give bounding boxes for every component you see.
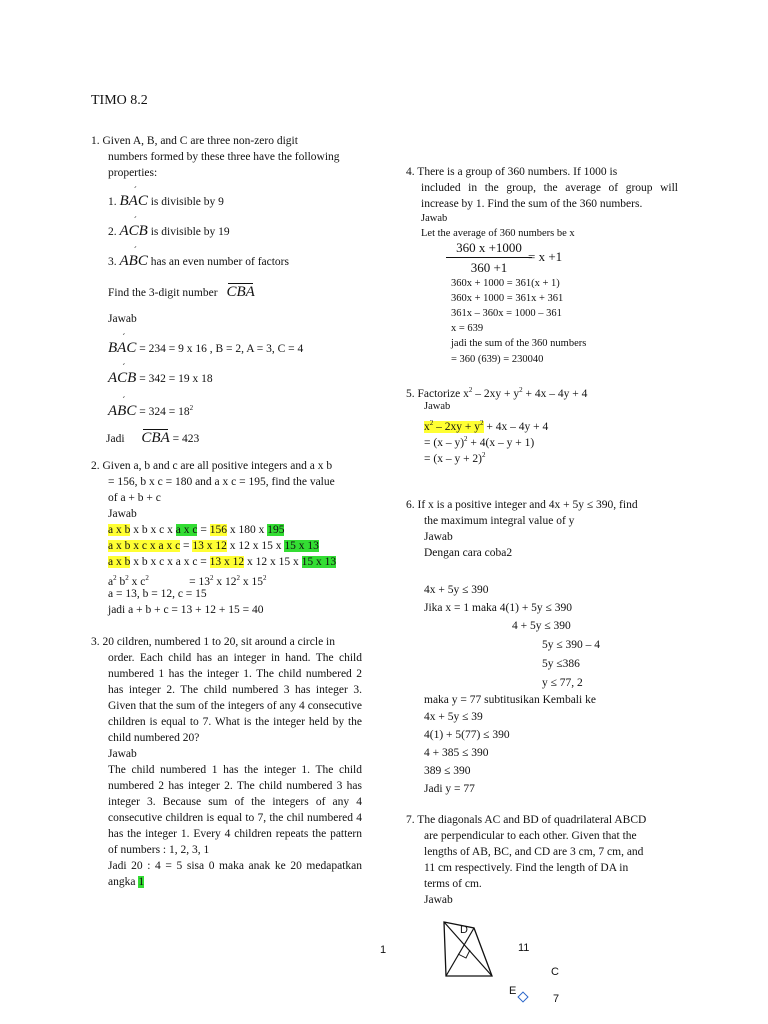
q1-answer-2: ACB ˊ = 342 = 19 x 18 [108, 370, 213, 387]
q2-row-5: a = 13, b = 12, c = 15 [108, 588, 207, 600]
q6-step-9: 4(1) + 5(77) ≤ 390 [424, 729, 510, 741]
q1-find: Find the 3-digit number CBA [108, 284, 255, 300]
q7-line-5: terms of cm. [424, 878, 482, 890]
q6-line-2: the maximum integral value of y [424, 515, 575, 527]
q6-step-6: y ≤ 77, 2 [542, 677, 583, 689]
q4-line-1: 4. There is a group of 360 numbers. If 1000 is [406, 166, 618, 178]
label-d: D [460, 924, 468, 936]
q6-step-2: Jika x = 1 maka 4(1) + 5y ≤ 390 [424, 602, 572, 614]
q6-step-5: 5y ≤386 [542, 658, 580, 670]
q3-jawab: Jawab [108, 748, 137, 760]
q2-line-1: 2. Given a, b and c are all positive integers and a x b [91, 460, 333, 472]
q4-denominator: 360 +1 [470, 260, 508, 275]
q1-property-3: 3. ABC ˊ has an even number of factors [108, 253, 289, 270]
q1-p3-number: ABC ˊ [120, 253, 148, 269]
q7-line-2: are perpendicular to each other. Given that the [424, 830, 637, 842]
q2-row-3: a x b x b x c x a x c = 13 x 12 x 12 x 15 x 15 x 13 [108, 556, 337, 568]
q7-line-4: 11 cm respectively. Find the length of DA in [424, 862, 629, 874]
q6-step-1: 4x + 5y ≤ 390 [424, 584, 489, 596]
q5-line-1: 5. Factorize $x^2 - 2xy + y^2 + 4x - 4y + 4$ [406, 386, 588, 400]
q4-step-3: 361x – 360x = 1000 – 361 [451, 308, 562, 319]
q6-method: Dengan cara coba2 [424, 547, 513, 559]
q2-row-4: $a^2$ $b^2$ x $c^2$ = $13^2$ x $12^2$ x $15^2$ [108, 574, 267, 588]
page-title: TIMO 8.2 [91, 93, 148, 108]
q6-step-12: Jadi y = 77 [424, 783, 475, 795]
q2-line-2: = 156, b x c = 180 and a x c = 195, find the value [108, 476, 335, 488]
label-11: 11 [518, 942, 530, 954]
label-7: 7 [553, 993, 560, 1005]
q4-body: included in the group, the average of group will increase by 1. Find the sum of the 360 numbers. [421, 182, 678, 210]
q4-rhs: = x +1 [528, 249, 563, 264]
q7-jawab: Jawab [424, 894, 453, 906]
q6-step-3: 4 + 5y ≤ 390 [512, 620, 571, 632]
q3-line-1: 3. 20 cildren, numbered 1 to 20, sit around a circle in [91, 636, 335, 648]
q5-jawab: Jawab [424, 401, 451, 412]
q4-numerator: 360 x +1000 [446, 240, 532, 258]
q1-line-3: properties: [108, 167, 158, 179]
q3-conclusion: Jadi 20 : 4 = 5 sisa 0 maka anak ke 20 medapatkan angka 1 [108, 860, 362, 888]
diamond-icon [517, 991, 528, 1002]
q5-row-3: = $(x - y + 2)^2$ [424, 451, 486, 465]
q5-row-1: $x^2 - 2xy + y^2 + 4x - 4y + 4$ [424, 419, 549, 433]
q6-jawab: Jawab [424, 531, 453, 543]
q6-step-11: 389 ≤ 390 [424, 765, 471, 777]
q2-jawab: Jawab [108, 508, 137, 520]
q1-property-1: 1. BAC ˊ is divisible by 9 [108, 193, 224, 210]
q1-p2-number: ACB ˊ [120, 223, 148, 239]
q4-jawab: Jawab [421, 213, 448, 224]
q6-step-8: 4x + 5y ≤ 39 [424, 711, 483, 723]
quadrilateral-diagram [440, 918, 496, 980]
q1-answer-4: Jadi CBA = 423 [106, 430, 200, 446]
q1-line-2: numbers formed by these three have the following [108, 151, 340, 163]
q5-row-2: = (x – y)$^2$ + 4(x – y + 1) [424, 435, 535, 449]
q2-row-1: a x b x b x c x a x c = 156 x 180 x 195 [108, 524, 285, 536]
q3-answer: The child numbered 1 has the integer 1. The child numbered 2 has integer 2. The child numbered 3 has integer 3. Because sum of the integers of any 4 consecutive children is equal to 7, the chil numbered 4 has the integer 1. Every 4 children repeats the pattern of numbers : 1, 2, 3, 1 [108, 764, 362, 856]
q7-line-1: 7. The diagonals AC and BD of quadrilateral ABCD [406, 814, 647, 826]
q6-step-4: 5y ≤ 390 – 4 [542, 639, 601, 651]
q1-jawab: Jawab [108, 313, 137, 325]
q1-line-1: 1. Given A, B, and C are three non-zero digit [91, 135, 298, 147]
q2-line-3: of a + b + c [108, 492, 161, 504]
q4-step-2: 360x + 1000 = 361x + 361 [451, 293, 564, 304]
q7-line-3: lengths of AB, BC, and CD are 3 cm, 7 cm, and [424, 846, 644, 858]
q1-answer-3: ABC ˊ = $324 = 18^2$ [108, 400, 193, 420]
q4-step-5: jadi the sum of the 360 numbers [451, 338, 587, 349]
label-e: E [509, 985, 517, 997]
q6-step-7: maka y = 77 subtitusikan Kembali ke [424, 694, 596, 706]
q1-property-2: 2. ACB ˊ is divisible by 19 [108, 223, 230, 240]
q1-answer-1: BAC ˊ = 234 = 9 x 16 , B = 2, A = 3, C = 4 [108, 340, 303, 357]
label-c: C [551, 966, 559, 978]
q1-p1-number: BAC ˊ [120, 193, 148, 209]
label-1: 1 [380, 944, 387, 956]
q6-step-10: 4 + 385 ≤ 390 [424, 747, 489, 759]
q4-fraction [446, 240, 532, 276]
q4-let: Let the average of 360 numbers be x [421, 228, 575, 239]
q2-row-2: a x b x c x a x c = 13 x 12 x 12 x 15 x 15 x 13 [108, 540, 319, 552]
q4-step-4: x = 639 [451, 323, 484, 334]
q4-step-1: 360x + 1000 = 361(x + 1) [451, 278, 560, 289]
q2-row-6: jadi a + b + c = 13 + 12 + 15 = 40 [108, 604, 264, 616]
q3-body: order. Each child has an integer in hand. The child numbered 1 has the integer 1. The child numbered 2 has integer 2. The child numbered 3 has integer 3. Given that the sum of the integers of any 4 consecutive children is equal to 7. What is the integer held by the child numbered 20? [108, 652, 362, 744]
q6-line-1: 6. If x is a positive integer and 4x + 5y ≤ 390, find [406, 499, 638, 511]
q4-step-6: = 360 (639) = 230040 [451, 354, 544, 365]
q1-find-number: CBA [226, 284, 255, 300]
